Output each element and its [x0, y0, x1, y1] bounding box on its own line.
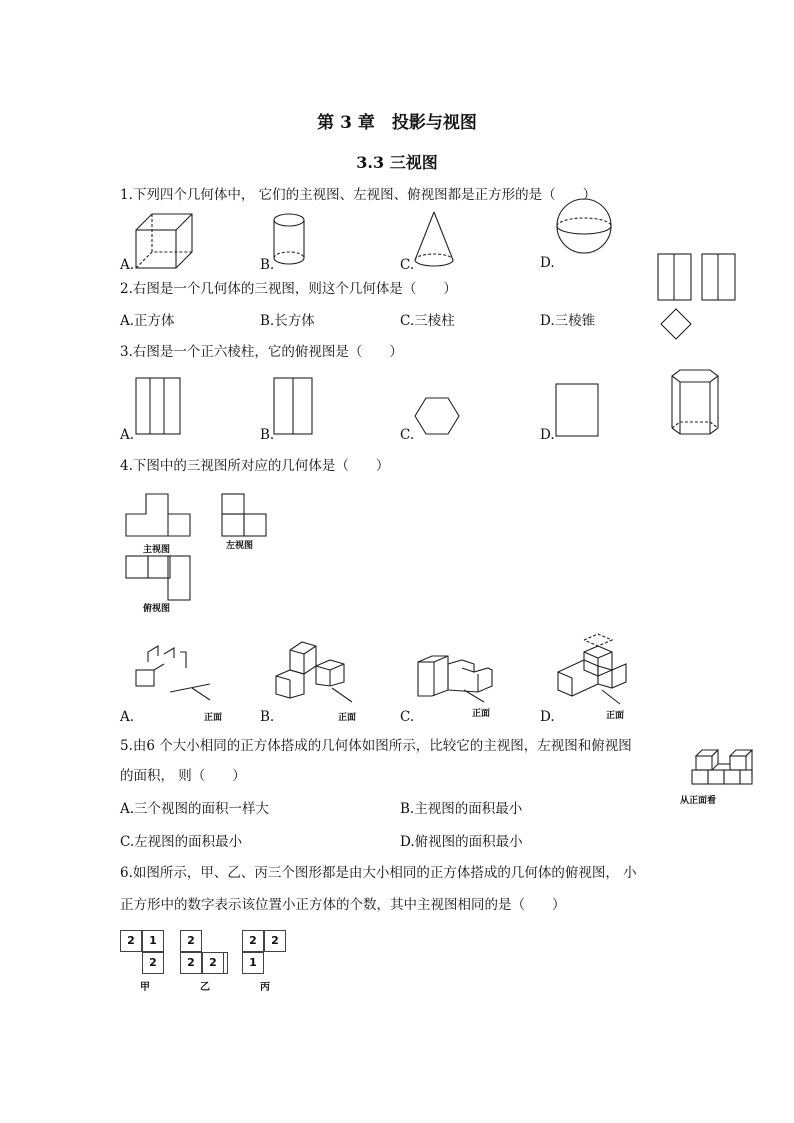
- q1-option-a[interactable]: A.: [120, 257, 135, 273]
- q2-option-b[interactable]: B.长方体: [260, 313, 315, 329]
- sphere-figure: [555, 198, 615, 254]
- q6-label-jia: 甲: [140, 982, 150, 993]
- q4-option-a[interactable]: A.: [120, 709, 135, 725]
- hexagon-figure: [414, 396, 462, 438]
- q4-option-b-figure: [272, 636, 362, 712]
- q3-option-b-figure: [272, 376, 316, 438]
- q4-option-a-figure: [130, 640, 220, 710]
- q2-three-views-figure: [656, 252, 740, 344]
- q5-option-d[interactable]: D.俯视图的面积最小: [400, 834, 523, 850]
- cube-figure: [134, 210, 194, 270]
- q3-option-a[interactable]: A.: [120, 427, 135, 443]
- q4-left-view: [220, 492, 270, 540]
- chapter-title: 第 3 章 投影与视图: [317, 113, 477, 133]
- q3-option-d-figure: [554, 382, 600, 438]
- q6-cell: 1: [242, 952, 264, 974]
- q3-option-d[interactable]: D.: [540, 427, 555, 443]
- q5-option-a[interactable]: A.三个视图的面积一样大: [120, 801, 270, 817]
- q4-option-b[interactable]: B.: [260, 709, 275, 725]
- q4-option-a-front-label: 正面: [204, 713, 223, 723]
- q6-cell: [224, 952, 228, 974]
- q6-stem-line1: 6.如图所示，甲、乙、丙三个图形都是由大小相同的正方体搭成的几何体的俯视图， 小: [120, 865, 637, 881]
- q4-option-d[interactable]: D.: [540, 709, 555, 725]
- top-view-label: 俯视图: [143, 604, 171, 614]
- q5-option-b[interactable]: B.主视图的面积最小: [400, 801, 523, 817]
- q6-label-yi: 乙: [200, 982, 210, 993]
- q2-option-a[interactable]: A.正方体: [120, 313, 175, 329]
- left-view-label: 左视图: [226, 541, 254, 551]
- q6-cell: 2: [180, 930, 202, 952]
- q3-option-c[interactable]: C.: [400, 427, 415, 443]
- q6-stem-line2: 正方形中的数字表示该位置小正方体的个数，其中主视图相同的是（ ）: [120, 897, 566, 913]
- q4-front-view: [124, 492, 194, 540]
- q2-option-c[interactable]: C.三棱柱: [400, 313, 455, 329]
- q1-option-c[interactable]: C.: [400, 257, 415, 273]
- q6-cell: 2: [202, 952, 224, 974]
- q1-option-b[interactable]: B.: [260, 257, 275, 273]
- q6-label-bing: 丙: [260, 982, 270, 993]
- q6-cell: 2: [180, 952, 202, 974]
- q5-cubes-figure: [690, 742, 782, 792]
- q6-cell: 2: [264, 930, 286, 952]
- q6-cell: 1: [142, 930, 164, 952]
- cone-figure: [412, 210, 456, 270]
- q5-stem-line1: 5.由6 个大小相同的正方体搭成的几何体如图所示，比较它的主视图，左视图和俯视图: [120, 738, 632, 754]
- cylinder-figure: [272, 212, 308, 268]
- q6-cell: 2: [142, 952, 164, 974]
- q4-option-d-figure: [554, 630, 644, 710]
- q4-option-c-front-label: 正面: [472, 709, 491, 719]
- q5-figure-caption: 从正面看: [680, 796, 717, 806]
- q3-stem: 3.右图是一个正六棱柱，它的俯视图是（ ）: [120, 344, 403, 360]
- front-view-label: 主视图: [143, 545, 171, 555]
- q6-cell: 2: [120, 930, 142, 952]
- section-title: 3.3 三视图: [356, 153, 438, 172]
- q4-top-view: [124, 554, 194, 602]
- q5-stem-line2: 的面积， 则（ ）: [120, 768, 246, 784]
- q4-option-c[interactable]: C.: [400, 709, 415, 725]
- q4-option-d-front-label: 正面: [606, 711, 625, 721]
- q1-stem: 1.下列四个几何体中， 它们的主视图、左视图、俯视图都是正方形的是（ ）: [120, 187, 597, 203]
- hex-prism-figure: [668, 366, 722, 442]
- q2-option-d[interactable]: D.三棱锥: [540, 313, 596, 329]
- q3-option-b[interactable]: B.: [260, 427, 275, 443]
- q1-option-d[interactable]: D.: [540, 255, 555, 271]
- q5-option-c[interactable]: C.左视图的面积最小: [120, 834, 243, 850]
- q4-stem: 4.下图中的三视图所对应的几何体是（ ）: [120, 458, 390, 474]
- q4-option-c-figure: [414, 650, 504, 714]
- q3-option-a-figure: [134, 376, 184, 438]
- q6-cell: 2: [242, 930, 264, 952]
- q4-option-b-front-label: 正面: [338, 713, 357, 723]
- q2-stem: 2.右图是一个几何体的三视图，则这个几何体是（ ）: [120, 281, 457, 297]
